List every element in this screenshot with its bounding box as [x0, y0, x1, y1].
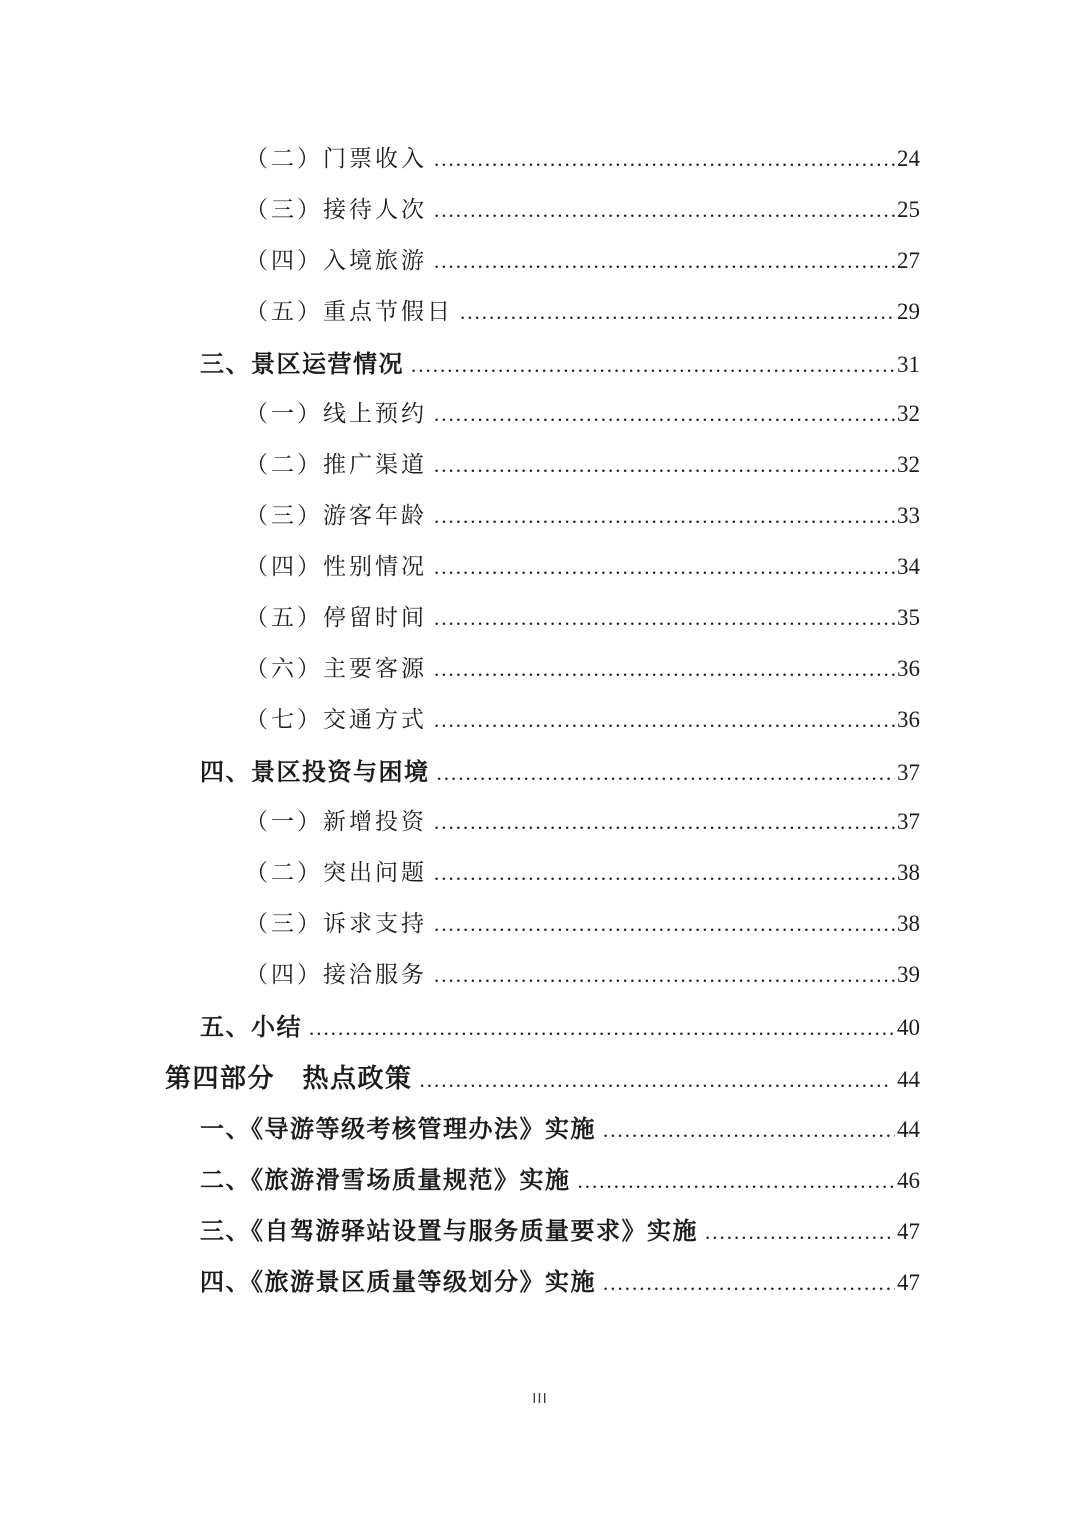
toc-entry[interactable] [165, 854, 920, 884]
toc-entry[interactable] [165, 956, 920, 986]
dot-leader [434, 708, 895, 733]
dot-leader [434, 657, 895, 682]
toc-entry-label: （三）诉求支持 [245, 911, 427, 936]
toc-entry-label: （七）交通方式 [245, 707, 427, 732]
toc-entry[interactable] [165, 1262, 920, 1296]
toc-entry-label: （五）重点节假日 [245, 299, 453, 324]
toc-entry[interactable] [165, 752, 920, 786]
toc-entry-label: 二、《旅游滑雪场质量规范》实施 [200, 1167, 571, 1194]
toc-entry[interactable] [165, 497, 920, 527]
toc-entry-page: 37 [897, 760, 920, 785]
toc-entry[interactable] [165, 140, 920, 170]
toc-entry-page: 34 [897, 554, 920, 579]
dot-leader [434, 402, 895, 427]
toc-entry-page: 25 [897, 197, 920, 222]
toc-entry-label: （四）性别情况 [245, 554, 427, 579]
dot-leader [434, 249, 895, 274]
toc-entry[interactable] [165, 1007, 920, 1041]
toc-entry-page: 38 [897, 911, 920, 936]
dot-leader [434, 606, 895, 631]
dot-leader [434, 912, 895, 937]
toc-entry-page: 29 [897, 299, 920, 324]
toc-entry-page: 46 [897, 1168, 920, 1193]
toc-entry-label: （一）线上预约 [245, 401, 427, 426]
toc-entry-label: （一）新增投资 [245, 809, 427, 834]
toc-entry-label: 三、景区运营情况 [200, 351, 404, 378]
dot-leader [434, 198, 895, 223]
toc-entry[interactable] [165, 1211, 920, 1245]
toc-entry-page: 47 [897, 1219, 920, 1244]
toc-entry-page: 36 [897, 656, 920, 681]
toc-entry-label: 第四部分 热点政策 [165, 1064, 413, 1093]
toc-entry-page: 33 [897, 503, 920, 528]
dot-leader [434, 147, 895, 172]
toc-entry-label: 五、小结 [200, 1014, 302, 1041]
toc-entry-page: 36 [897, 707, 920, 732]
toc-entry-label: 一、《导游等级考核管理办法》实施 [200, 1116, 596, 1143]
toc-entry[interactable] [165, 395, 920, 425]
toc-entry-page: 40 [897, 1015, 920, 1040]
toc-entry-page: 44 [897, 1117, 920, 1142]
toc-entry-label: （五）停留时间 [245, 605, 427, 630]
toc-entry[interactable] [165, 1109, 920, 1143]
toc-entry-page: 39 [897, 962, 920, 987]
toc-entry-page: 32 [897, 401, 920, 426]
toc-entry[interactable] [165, 803, 920, 833]
toc-list [165, 140, 920, 1313]
dot-leader [434, 963, 895, 988]
toc-entry-label: （三）游客年龄 [245, 503, 427, 528]
toc-entry-label: 四、景区投资与困境 [200, 759, 430, 786]
toc-entry-label: （四）入境旅游 [245, 248, 427, 273]
toc-entry-page: 24 [897, 146, 920, 171]
toc-entry-page: 32 [897, 452, 920, 477]
footer-page-number: III [532, 1390, 548, 1407]
dot-leader [420, 1068, 890, 1093]
toc-entry-label: 四、《旅游景区质量等级划分》实施 [200, 1269, 596, 1296]
dot-leader [460, 300, 895, 325]
toc-entry-page: 35 [897, 605, 920, 630]
toc-entry-label: （二）突出问题 [245, 860, 427, 885]
toc-entry[interactable] [165, 293, 920, 323]
toc-entry-label: （四）接洽服务 [245, 962, 427, 987]
toc-entry-page: 27 [897, 248, 920, 273]
toc-entry-label: 三、《自驾游驿站设置与服务质量要求》实施 [200, 1218, 698, 1245]
dot-leader [411, 353, 895, 378]
toc-entry-page: 38 [897, 860, 920, 885]
toc-entry-label: （三）接待人次 [245, 197, 427, 222]
toc-entry[interactable] [165, 242, 920, 272]
toc-entry[interactable] [165, 1058, 920, 1093]
dot-leader [434, 453, 895, 478]
toc-entry[interactable] [165, 599, 920, 629]
toc-entry[interactable] [165, 344, 920, 378]
toc-entry[interactable] [165, 446, 920, 476]
toc-entry-label: （二）推广渠道 [245, 452, 427, 477]
toc-entry-page: 47 [897, 1270, 920, 1295]
dot-leader [578, 1169, 896, 1194]
toc-entry[interactable] [165, 191, 920, 221]
toc-entry-page: 37 [897, 809, 920, 834]
toc-entry[interactable] [165, 1160, 920, 1194]
toc-entry-page: 44 [897, 1067, 920, 1092]
dot-leader [603, 1118, 895, 1143]
toc-entry-label: （六）主要客源 [245, 656, 427, 681]
dot-leader [434, 810, 895, 835]
toc-entry[interactable] [165, 650, 920, 680]
dot-leader [434, 861, 895, 886]
dot-leader [434, 555, 895, 580]
dot-leader [603, 1271, 895, 1296]
toc-entry-page: 31 [897, 352, 920, 377]
toc-entry-label: （二）门票收入 [245, 146, 427, 171]
dot-leader [437, 761, 896, 786]
toc-entry[interactable] [165, 905, 920, 935]
dot-leader [309, 1016, 895, 1041]
toc-entry[interactable] [165, 548, 920, 578]
toc-entry[interactable] [165, 701, 920, 731]
dot-leader [434, 504, 895, 529]
dot-leader [705, 1220, 895, 1245]
